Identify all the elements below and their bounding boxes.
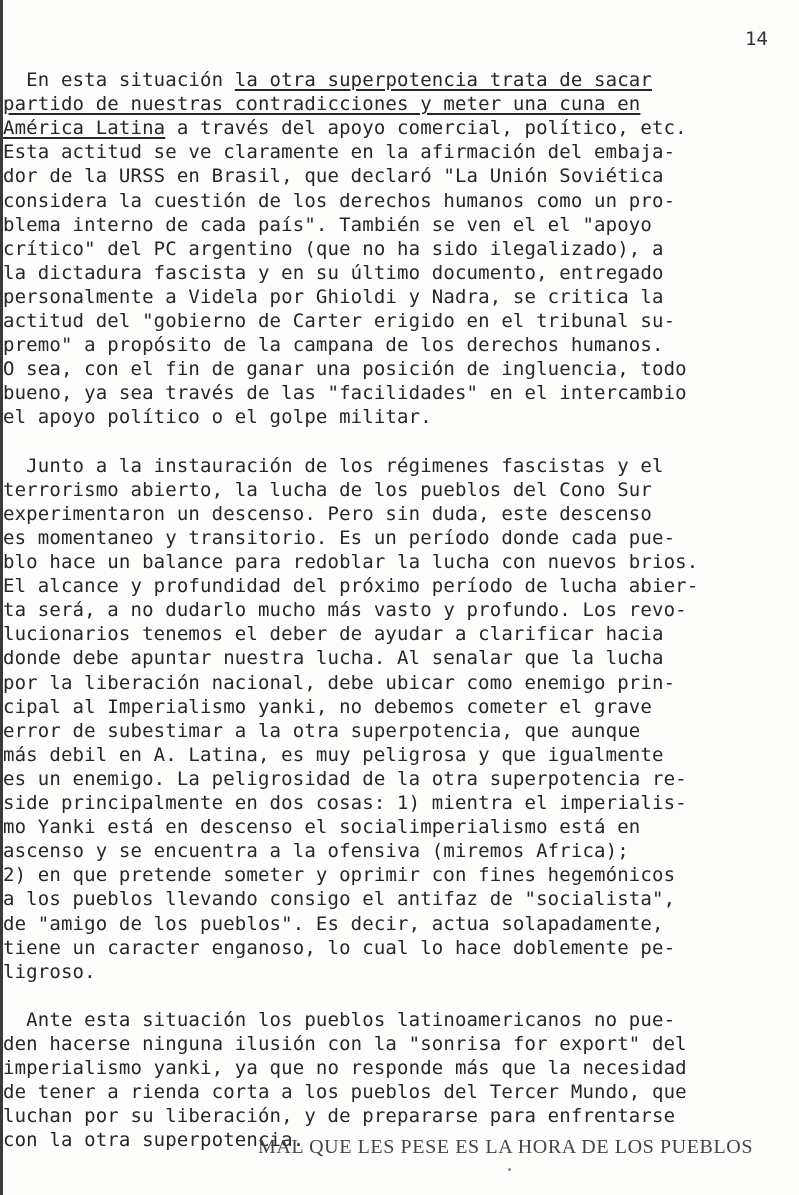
text-segment: personalmente a Videla por Ghioldi y Nadra, se critica la [3,285,664,308]
text-line [3,622,664,646]
text-segment: Junto a la instauración de los régimenes fascistas y el [3,454,664,477]
text-segment: cipal al Imperialismo yanki, no debemos cometer el grave [3,695,652,718]
text-segment: de "amigo de los pueblos". Es decir, actua solapadamente, [3,912,664,935]
text-line [3,936,675,960]
text-segment: blema interno de cada país". También se ven el el "apoyo [3,213,652,236]
text-segment: premo" a propósito de la campana de los derechos humanos. [3,334,664,357]
text-line [3,695,652,719]
text-segment: América Latina [3,117,166,140]
text-line [3,719,640,743]
text-line [3,309,675,333]
text-line [3,140,675,164]
text-line [3,116,687,140]
text-line [3,68,652,92]
text-line [3,478,652,502]
text-segment: El alcance y profundidad del próximo período de lucha abier- [3,575,699,598]
text-segment: partido de nuestras contradicciones y meter una cuna en [3,93,641,116]
closing-slogan: MAL QUE LES PESE ES LA HORA DE LOS PUEBLOS [258,1136,754,1158]
text-segment: es un enemigo. La peligrosidad de la otra superpotencia re- [3,767,687,790]
text-line [3,1008,675,1032]
text-line [3,1056,687,1080]
text-segment: Esta actitud se ve claramente en la afirmación del embaja- [3,141,676,164]
text-segment: ta será, a no dudarlo mucho más vasto y profundo. Los revo- [3,599,687,622]
text-line [3,1080,687,1104]
text-segment: ligroso. [3,960,96,983]
text-line [3,960,96,984]
text-segment: lucionarios tenemos el deber de ayudar a clarificar hacia [3,623,664,646]
text-line [3,1104,675,1128]
text-segment: donde debe apuntar nuestra lucha. Al senalar que la lucha [3,647,664,670]
text-line [3,261,664,285]
text-segment: side principalmente en dos cosas: 1) mientra el imperialis- [3,792,687,814]
text-line [3,213,652,237]
text-segment: error de subestimar a la otra superpotencia, que aunque [3,719,641,742]
text-segment: experimentaron un descenso. Pero sin duda, este descenso [3,502,652,525]
text-segment: es momentaneo y transitorio. Es un período donde cada pue- [3,526,676,549]
text-line [3,912,664,936]
text-line [3,357,687,381]
text-line [3,839,629,863]
text-segment: a los pueblos llevando consigo el antifaz de "socialista", [3,888,676,911]
text-line [3,646,664,670]
page-number: 14 [745,28,768,50]
text-line [3,1032,687,1056]
text-line [3,237,664,261]
text-segment: la otra superpotencia trata de sacar [234,69,652,91]
text-segment: mo Yanki está en descenso el socialimperialismo está en [3,816,641,839]
text-segment: ascenso y se encuentra a la ofensiva (miremos Africa); [3,840,629,863]
text-line [3,791,687,815]
text-line [3,454,664,478]
text-segment: luchan por su liberación, y de prepararse para enfrentarse [3,1105,676,1128]
text-line [3,92,640,116]
text-segment: imperialismo yanki, ya que no responde más que la necesidad [3,1057,687,1080]
text-segment: dor de la URSS en Brasil, que declaró "La Unión Soviética [3,165,664,188]
text-segment: terrorismo abierto, la lucha de los pueblos del Cono Sur [3,478,652,501]
text-segment: 2) en que pretende someter y oprimir con fines hegemónicos [3,864,676,887]
text-segment: actitud del "gobierno de Carter erigido en el tribunal su- [3,310,676,332]
text-line [3,526,675,550]
text-segment: el apoyo político o el golpe militar. [3,406,432,429]
text-line [3,574,698,598]
text-segment: bueno, ya sea través de las "facilidades" en el intercambio [3,382,687,405]
text-line [3,405,432,429]
text-segment: crítico" del PC argentino (que no ha sido ilegalizado), a [3,237,664,260]
text-line [3,502,652,526]
text-line [3,743,664,767]
text-segment: a través del apoyo comercial, político, etc. [165,117,687,140]
text-line [3,671,675,695]
text-segment: por la liberación nacional, debe ubicar como enemigo prin- [3,671,676,694]
text-segment: más debil en A. Latina, es muy peligrosa y que igualmente [3,743,664,766]
text-line [3,333,664,357]
text-segment: de tener a rienda corta a los pueblos del Tercer Mundo, que [3,1081,687,1104]
text-line [3,550,698,574]
ink-speck [508,1168,511,1171]
text-line [3,285,664,309]
text-segment: con la otra superpotencia. [3,1129,305,1152]
text-line [3,887,675,911]
text-segment: la dictadura fascista y en su último documento, entregado [3,261,664,284]
text-line [3,767,687,791]
text-line [3,189,675,213]
text-segment: Ante esta situación los pueblos latinoamericanos no pue- [3,1008,676,1031]
text-line [3,863,675,887]
text-segment: tiene un caracter enganoso, lo cual lo hace doblemente pe- [3,936,676,959]
text-segment: blo hace un balance para redoblar la lucha con nuevos brios. [3,551,699,573]
text-segment: den hacerse ninguna ilusión con la "sonrisa for export" del [3,1033,687,1055]
text-line [3,815,640,839]
text-segment: O sea, con el fin de ganar una posición de ingluencia, todo [3,358,687,381]
text-line [3,164,664,188]
text-segment: considera la cuestión de los derechos humanos como un pro- [3,189,676,212]
text-line [3,381,687,405]
text-line [3,598,687,622]
text-segment: En esta situación [3,69,235,91]
